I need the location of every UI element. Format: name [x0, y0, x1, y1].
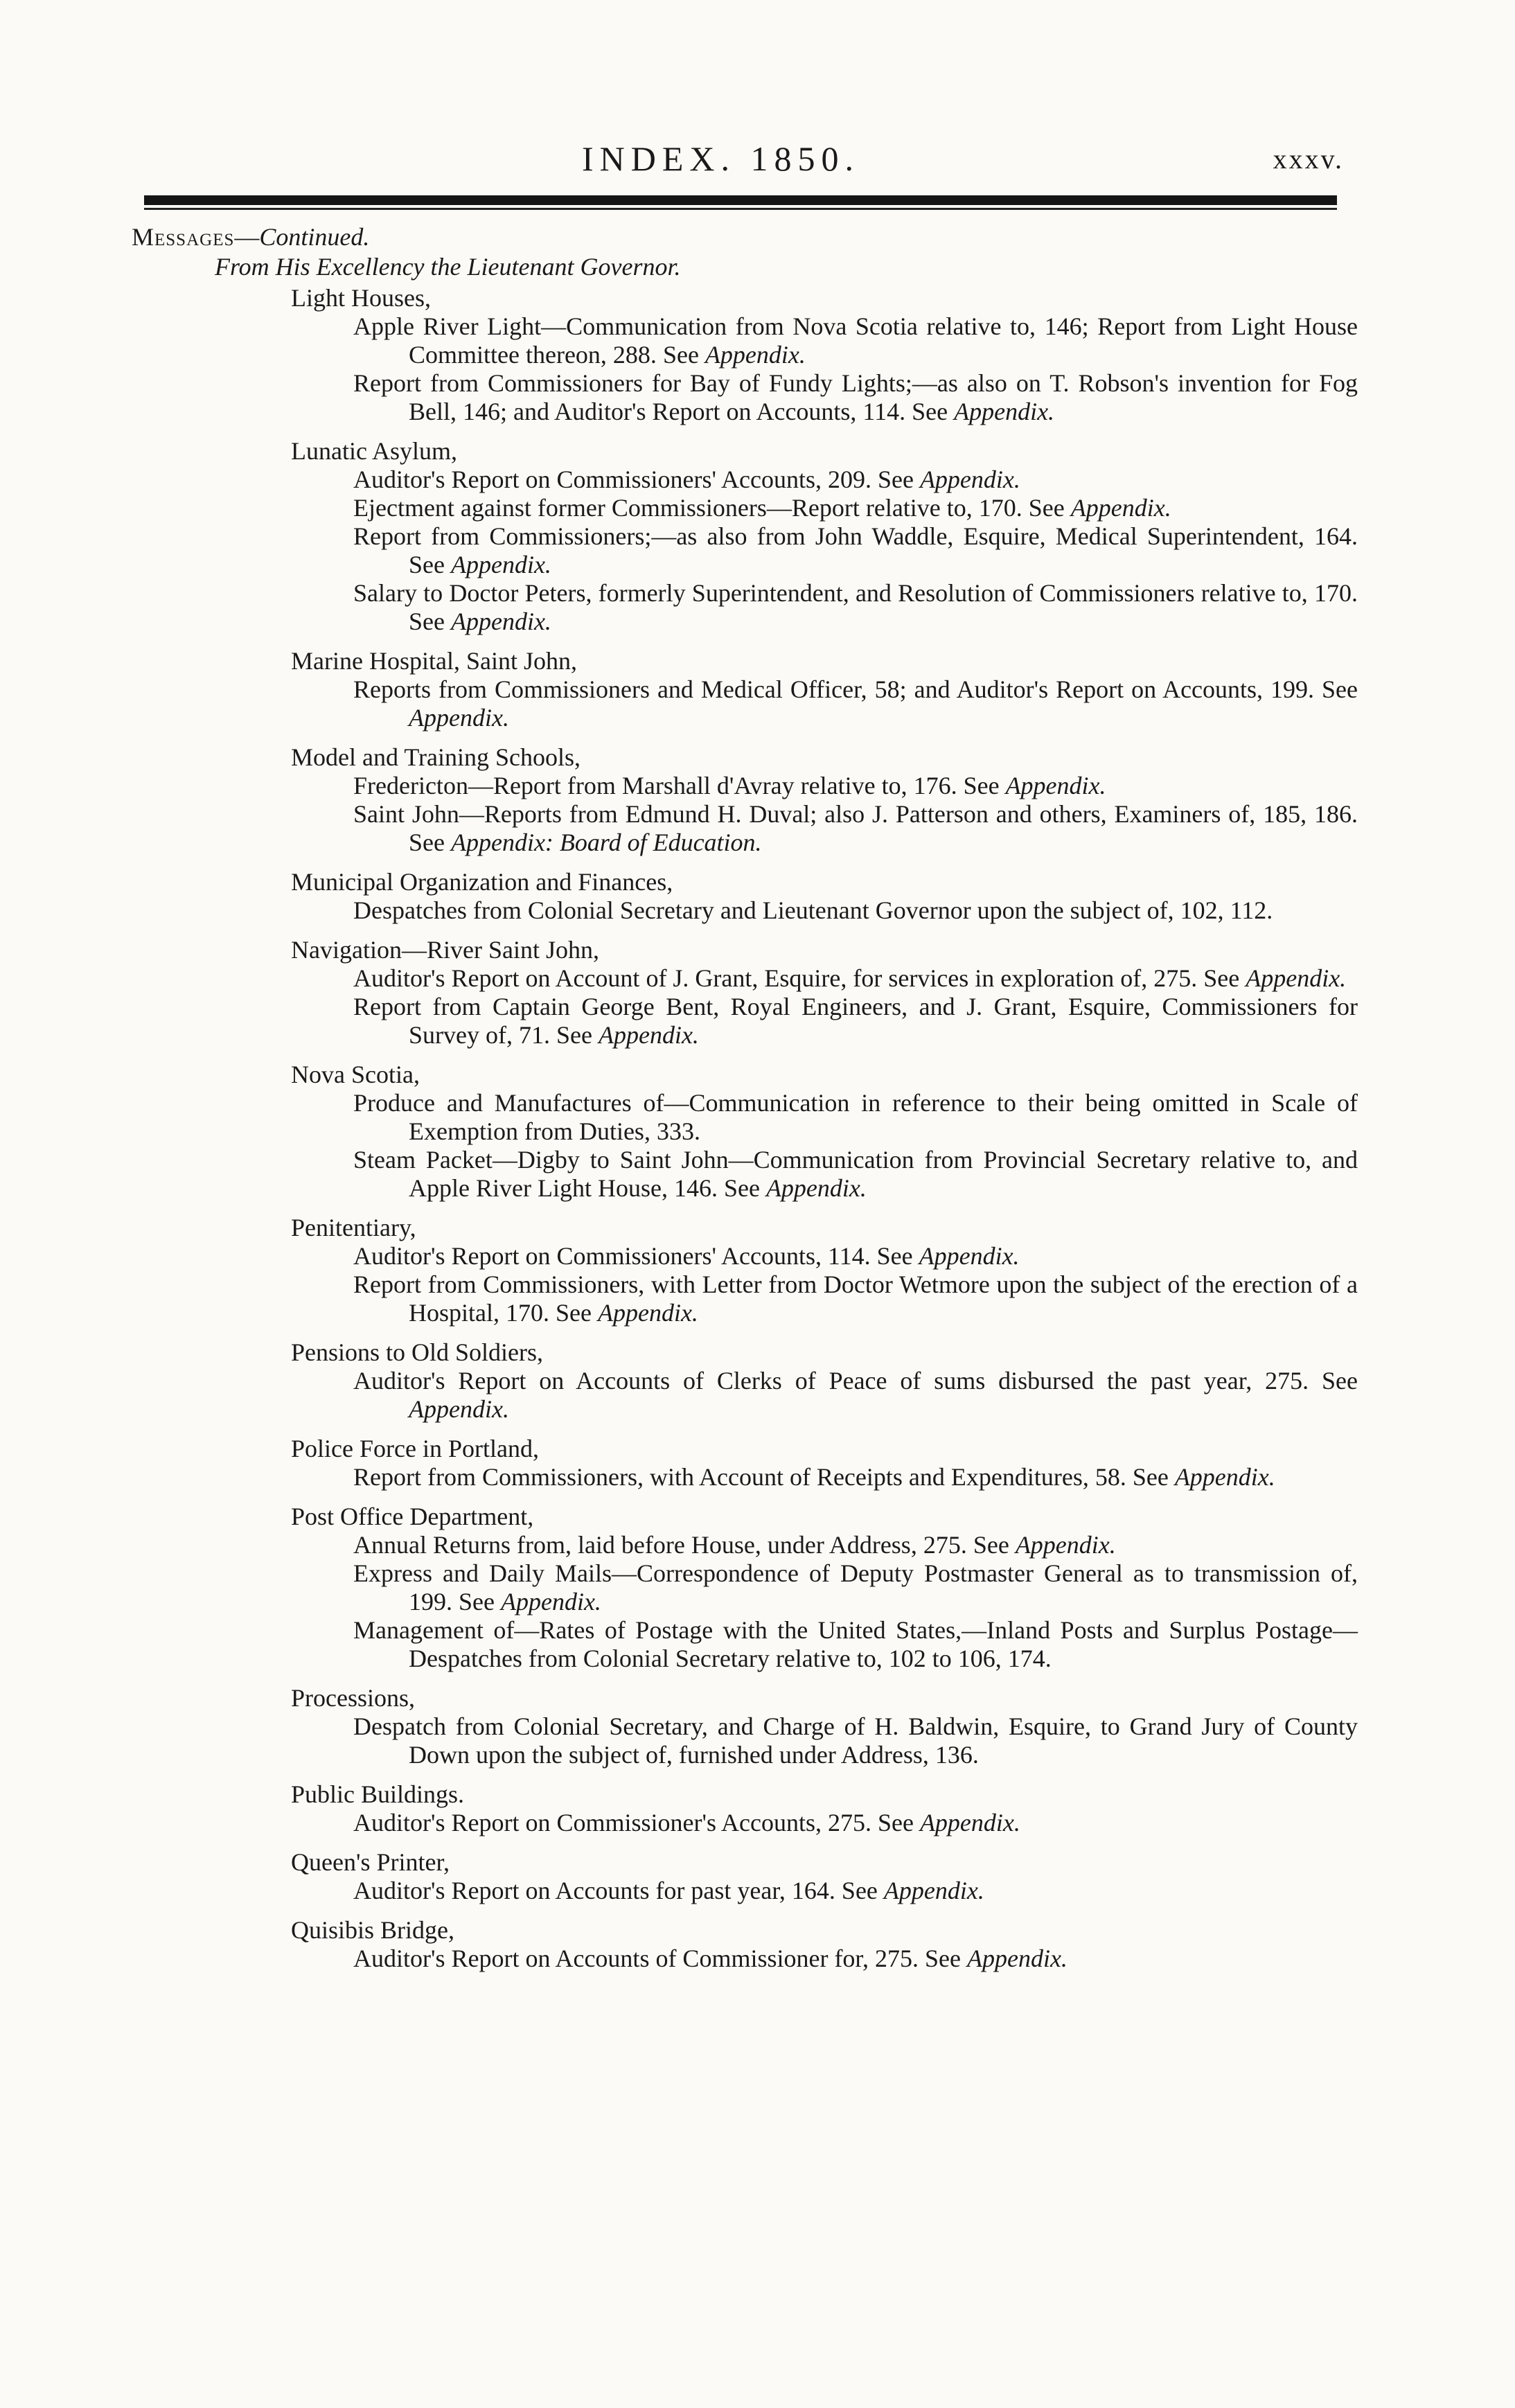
appendix-reference: Appendix.	[919, 1242, 1020, 1270]
entry-text: Auditor's Report on Commissioners' Accounts, 209.	[353, 466, 871, 493]
see-label: See	[409, 829, 445, 856]
entry-text: Salary to Doctor Peters, formerly Superintendent, and Resolution of Commissioners relative to, 170.	[353, 579, 1358, 607]
see-label: See	[1203, 964, 1240, 992]
index-topic	[132, 437, 1358, 636]
see-label: See	[1028, 494, 1065, 522]
index-entry	[132, 896, 1358, 925]
index-entry	[132, 964, 1358, 993]
appendix-reference: Appendix.	[954, 398, 1055, 425]
topic-title: Public Buildings.	[291, 1780, 465, 1808]
see-label: See	[876, 1242, 913, 1270]
section-heading: Messages—Continued.	[132, 223, 370, 251]
index-entry	[132, 800, 1358, 857]
see-label: See	[662, 341, 699, 369]
appendix-reference: Appendix.	[919, 466, 1020, 493]
topic-title: Municipal Organization and Finances,	[291, 868, 673, 896]
index-entry	[132, 312, 1358, 369]
appendix-reference: Appendix.	[919, 1809, 1020, 1836]
entry-text: Auditor's Report on Commissioners' Accounts, 114.	[353, 1242, 871, 1270]
entry-text: Report from Commissioners, with Letter from Doctor Wetmore upon the subject of the erection of a Hospital, 170.	[353, 1271, 1358, 1327]
appendix-reference: Appendix.	[705, 341, 806, 369]
topic-title: Quisibis Bridge,	[291, 1916, 455, 1944]
index-topic	[132, 1780, 1358, 1837]
see-label: See	[723, 1174, 760, 1202]
appendix-reference: Appendix.	[598, 1021, 699, 1049]
index-topic	[132, 1061, 1358, 1203]
index-topic	[132, 1684, 1358, 1769]
entry-text: Report from Captain George Bent, Royal Engineers, and J. Grant, Esquire, Commissioners for Survey of, 71.	[353, 993, 1358, 1049]
appendix-reference: Appendix.	[883, 1877, 984, 1904]
topic-title: Navigation—River Saint John,	[291, 936, 599, 964]
index-topic	[132, 647, 1358, 732]
entry-text: Report from Commissioners;—as also from John Waddle, Esquire, Medical Superintendent, 164.	[353, 522, 1358, 550]
entry-text: Despatches from Colonial Secretary and Lieutenant Governor upon the subject of, 102, 112.	[353, 896, 1273, 924]
index-topic	[132, 1338, 1358, 1424]
index-topic	[132, 284, 1358, 426]
entry-text: Auditor's Report on Commissioner's Accounts, 275.	[353, 1809, 871, 1836]
topic-title: Light Houses,	[291, 284, 431, 312]
topic-title: Police Force in Portland,	[291, 1435, 539, 1462]
appendix-reference: Appendix.	[450, 551, 551, 578]
entry-text: Annual Returns from, laid before House, under Address, 275.	[353, 1531, 967, 1559]
see-label: See	[1322, 675, 1358, 703]
index-entry	[132, 1945, 1358, 1973]
entry-text: Saint John—Reports from Edmund H. Duval; also J. Patterson and others, Examiners of, 185, 186.	[353, 800, 1358, 828]
index-entry	[132, 1616, 1358, 1673]
appendix-reference: Appendix.	[409, 1395, 509, 1423]
appendix-reference: Appendix.	[966, 1945, 1067, 1972]
see-label: See	[924, 1945, 961, 1972]
index-topic	[132, 1214, 1358, 1327]
index-entry	[132, 579, 1358, 636]
topic-list	[132, 284, 1358, 1973]
appendix-reference: Appendix.	[409, 704, 509, 732]
appendix-reference: Appendix.	[1015, 1531, 1116, 1559]
entry-text: Produce and Manufactures of—Communication in reference to their being omitted in Scale of Exemption from Duties, 333.	[353, 1089, 1358, 1145]
section-continued: Continued.	[259, 223, 370, 251]
index-topic	[132, 936, 1358, 1050]
entry-text: Reports from Commissioners and Medical Officer, 58; and Auditor's Report on Accounts, 199.	[353, 675, 1315, 703]
index-topic	[132, 1503, 1358, 1673]
index-entry	[132, 1089, 1358, 1146]
index-entry	[132, 494, 1358, 522]
index-entry	[132, 1809, 1358, 1837]
entry-text: Steam Packet—Digby to Saint John—Communication from Provincial Secretary relative to, and Apple River Light House, 146.	[353, 1146, 1358, 1202]
see-label: See	[556, 1299, 592, 1327]
see-label: See	[912, 398, 948, 425]
topic-title: Queen's Printer,	[291, 1848, 450, 1876]
index-entry	[132, 993, 1358, 1050]
see-label: See	[409, 608, 445, 635]
index-entry	[132, 1531, 1358, 1559]
entry-text: Despatch from Colonial Secretary, and Charge of H. Baldwin, Esquire, to Grand Jury of County Down upon the subject of, furnished under Address, 136.	[353, 1712, 1358, 1769]
appendix-reference: Appendix.	[1246, 964, 1347, 992]
index-entry	[132, 522, 1358, 579]
entry-text: Apple River Light—Communication from Nova Scotia relative to, 146; Report from Light House Committee thereon, 288.	[353, 312, 1358, 369]
see-label: See	[1322, 1367, 1358, 1395]
entry-text: Auditor's Report on Accounts for past year, 164.	[353, 1877, 835, 1904]
topic-title: Penitentiary,	[291, 1214, 416, 1241]
appendix-reference: Appendix.	[1070, 494, 1171, 522]
index-topic	[132, 743, 1358, 857]
index-entry	[132, 1271, 1358, 1327]
index-entry	[132, 675, 1358, 732]
see-label: See	[963, 772, 1000, 799]
topic-title: Nova Scotia,	[291, 1061, 420, 1088]
topic-title: Lunatic Asylum,	[291, 437, 457, 465]
see-label: See	[459, 1588, 495, 1615]
page-title: INDEX. 1850.	[582, 139, 860, 178]
index-entry	[132, 1146, 1358, 1203]
see-label: See	[556, 1021, 592, 1049]
topic-title: Model and Training Schools,	[291, 743, 581, 771]
index-entry	[132, 1877, 1358, 1905]
section-subheading: From His Excellency the Lieutenant Governor.	[215, 253, 681, 281]
see-label: See	[973, 1531, 1009, 1559]
index-topic	[132, 1916, 1358, 1973]
section-title: Messages	[132, 223, 235, 251]
index-content	[132, 223, 1358, 1973]
see-label: See	[409, 551, 445, 578]
index-topic	[132, 1435, 1358, 1491]
index-entry	[132, 1712, 1358, 1769]
entry-text: Ejectment against former Commissioners—Report relative to, 170.	[353, 494, 1022, 522]
index-entry	[132, 1463, 1358, 1491]
appendix-reference: Appendix.	[500, 1588, 601, 1615]
see-label: See	[1132, 1463, 1169, 1491]
topic-title: Processions,	[291, 1684, 415, 1712]
entry-text: Fredericton—Report from Marshall d'Avray relative to, 176.	[353, 772, 957, 799]
appendix-reference: Appendix.	[1005, 772, 1106, 799]
header-rule-thick	[144, 195, 1337, 205]
index-topic	[132, 1848, 1358, 1905]
index-entry	[132, 772, 1358, 800]
entry-text: Report from Commissioners for Bay of Fundy Lights;—as also on T. Robson's invention for Fog Bell, 146; and Auditor's Report on Accounts, 114.	[353, 369, 1358, 425]
index-entry	[132, 466, 1358, 494]
page-number: xxxv.	[1273, 143, 1344, 175]
entry-text: Express and Daily Mails—Correspondence of Deputy Postmaster General as to transmission of, 199.	[353, 1559, 1358, 1615]
index-entry	[132, 1367, 1358, 1424]
entry-text: Auditor's Report on Accounts of Commissioner for, 275.	[353, 1945, 919, 1972]
entry-text: Management of—Rates of Postage with the United States,—Inland Posts and Surplus Postage—Despatches from Colonial Secretary relative to, 102 to 106, 174.	[353, 1616, 1358, 1672]
index-entry	[132, 369, 1358, 426]
index-entry	[132, 1559, 1358, 1616]
entry-text: Report from Commissioners, with Account of Receipts and Expenditures, 58.	[353, 1463, 1126, 1491]
appendix-reference: Appendix.	[765, 1174, 867, 1202]
header-rule-thin	[144, 208, 1337, 210]
topic-title: Post Office Department,	[291, 1503, 534, 1530]
see-label: See	[841, 1877, 878, 1904]
entry-text: Auditor's Report on Accounts of Clerks of Peace of sums disbursed the past year, 275.	[353, 1367, 1309, 1395]
appendix-reference: Appendix: Board of Education.	[450, 829, 762, 856]
topic-title: Marine Hospital, Saint John,	[291, 647, 577, 675]
topic-title: Pensions to Old Soldiers,	[291, 1338, 544, 1366]
index-entry	[132, 1242, 1358, 1271]
see-label: See	[877, 1809, 914, 1836]
see-label: See	[877, 466, 914, 493]
appendix-reference: Appendix.	[450, 608, 551, 635]
index-topic	[132, 868, 1358, 925]
appendix-reference: Appendix.	[597, 1299, 698, 1327]
appendix-reference: Appendix.	[1174, 1463, 1275, 1491]
running-head	[208, 139, 1344, 187]
entry-text: Auditor's Report on Account of J. Grant, Esquire, for services in exploration of, 275.	[353, 964, 1198, 992]
